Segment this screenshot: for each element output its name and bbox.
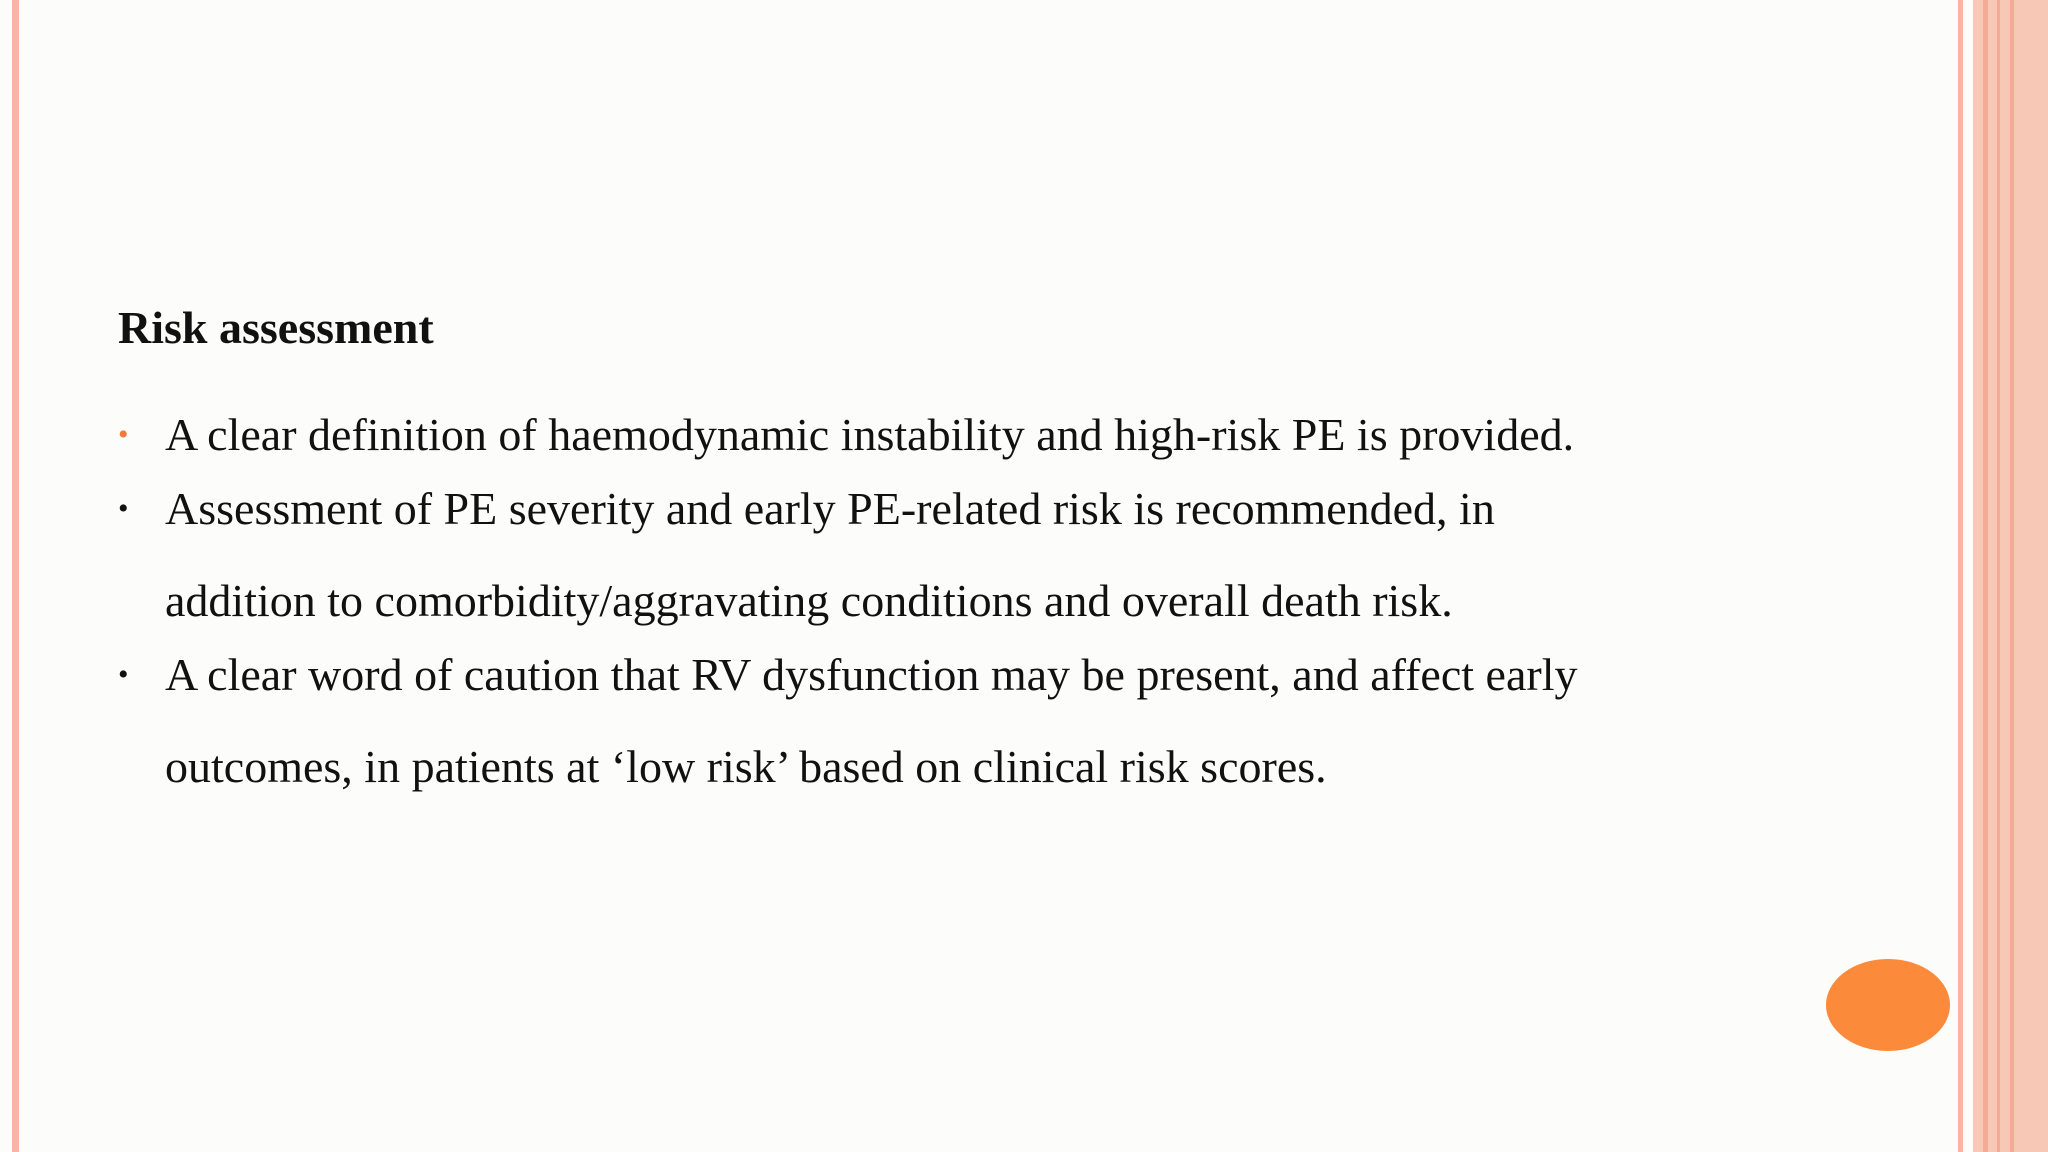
bullet-text-line: A clear word of caution that RV dysfunction may be present, and affect early [165, 649, 1578, 700]
bullet-item [118, 629, 1898, 813]
bullet-text-line: Assessment of PE severity and early PE-related risk is recommended, in [165, 483, 1495, 534]
bullet-icon: • [118, 658, 129, 691]
bullet-text-line: outcomes, in patients at ‘low risk’ based on clinical risk scores. [165, 741, 1327, 792]
left-border-rule [12, 0, 19, 1152]
bullet-item [118, 463, 1898, 647]
bullet-icon: • [118, 418, 129, 451]
bullet-text-line: addition to comorbidity/aggravating conditions and overall death risk. [165, 575, 1453, 626]
right-border-stripe [2010, 0, 2014, 1152]
slide-heading: Risk assessment [118, 302, 434, 353]
orange-circle-icon [1826, 959, 1950, 1051]
bullet-text-line: A clear definition of haemodynamic instability and high-risk PE is provided. [165, 409, 1575, 460]
bullet-list [118, 389, 1898, 813]
right-border-rule [1958, 0, 1963, 1152]
right-border-stripe [1983, 0, 1988, 1152]
slide-content [118, 296, 1898, 813]
right-border-stripe [1997, 0, 2000, 1152]
bullet-icon: • [118, 492, 129, 525]
